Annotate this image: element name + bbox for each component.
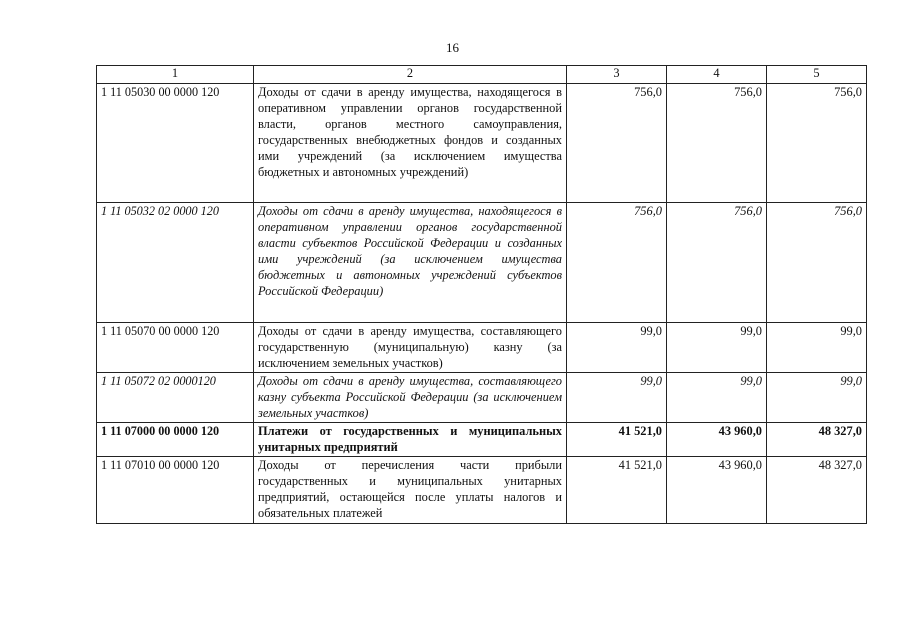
- revenue-name: Платежи от государственных и муниципальных унитарных предприятий: [254, 423, 567, 457]
- amount-col-4: 756,0: [667, 84, 767, 203]
- page-number: 16: [446, 40, 459, 55]
- column-header-2: 2: [254, 66, 567, 84]
- revenue-name: Доходы от перечисления части прибыли государственных и муниципальных унитарных предприятий, остающейся после уплаты налогов и обязательных платежей: [254, 457, 567, 524]
- column-header-3: 3: [567, 66, 667, 84]
- amount-col-5: 48 327,0: [767, 423, 867, 457]
- amount-col-5: 48 327,0: [767, 457, 867, 524]
- budget-code: 1 11 05072 02 0000120: [97, 373, 254, 423]
- budget-code: 1 11 05070 00 0000 120: [97, 323, 254, 373]
- amount-col-3: 756,0: [567, 84, 667, 203]
- column-header-1: 1: [97, 66, 254, 84]
- amount-col-3: 41 521,0: [567, 457, 667, 524]
- amount-col-4: 99,0: [667, 323, 767, 373]
- amount-col-5: 99,0: [767, 323, 867, 373]
- table-row: [97, 203, 867, 323]
- amount-col-3: 99,0: [567, 373, 667, 423]
- amount-col-4: 43 960,0: [667, 423, 767, 457]
- budget-code: 1 11 05032 02 0000 120: [97, 203, 254, 323]
- table-row: [97, 423, 867, 457]
- budget-revenue-table: [96, 65, 867, 524]
- column-header-4: 4: [667, 66, 767, 84]
- amount-col-5: 756,0: [767, 203, 867, 323]
- amount-col-3: 99,0: [567, 323, 667, 373]
- revenue-name: Доходы от сдачи в аренду имущества, находящегося в оперативном управлении органов государственной власти субъектов Российской Федерации и созданных ими учреждений (за исключением имущества бюджетных и автономных учреждений субъектов Российской Федерации): [254, 203, 567, 323]
- amount-col-4: 99,0: [667, 373, 767, 423]
- amount-col-4: 756,0: [667, 203, 767, 323]
- amount-col-4: 43 960,0: [667, 457, 767, 524]
- table-row: [97, 84, 867, 203]
- amount-col-3: 41 521,0: [567, 423, 667, 457]
- table-row: [97, 457, 867, 524]
- budget-code: 1 11 07010 00 0000 120: [97, 457, 254, 524]
- table-row: [97, 323, 867, 373]
- amount-col-5: 756,0: [767, 84, 867, 203]
- revenue-name: Доходы от сдачи в аренду имущества, находящегося в оперативном управлении органов государственной власти, органов местного самоуправления, государственных внебюджетных фондов и созданных ими учреждений (за исключением имущества бюджетных и автономных учреждений): [254, 84, 567, 203]
- table-header-row: [97, 66, 867, 84]
- revenue-name: Доходы от сдачи в аренду имущества, составляющего государственную (муниципальную) казну (за исключением земельных участков): [254, 323, 567, 373]
- budget-code: 1 11 05030 00 0000 120: [97, 84, 254, 203]
- column-header-5: 5: [767, 66, 867, 84]
- revenue-name: Доходы от сдачи в аренду имущества, составляющего казну субъекта Российской Федерации (за исключением земельных участков): [254, 373, 567, 423]
- amount-col-3: 756,0: [567, 203, 667, 323]
- table-row: [97, 373, 867, 423]
- amount-col-5: 99,0: [767, 373, 867, 423]
- budget-code: 1 11 07000 00 0000 120: [97, 423, 254, 457]
